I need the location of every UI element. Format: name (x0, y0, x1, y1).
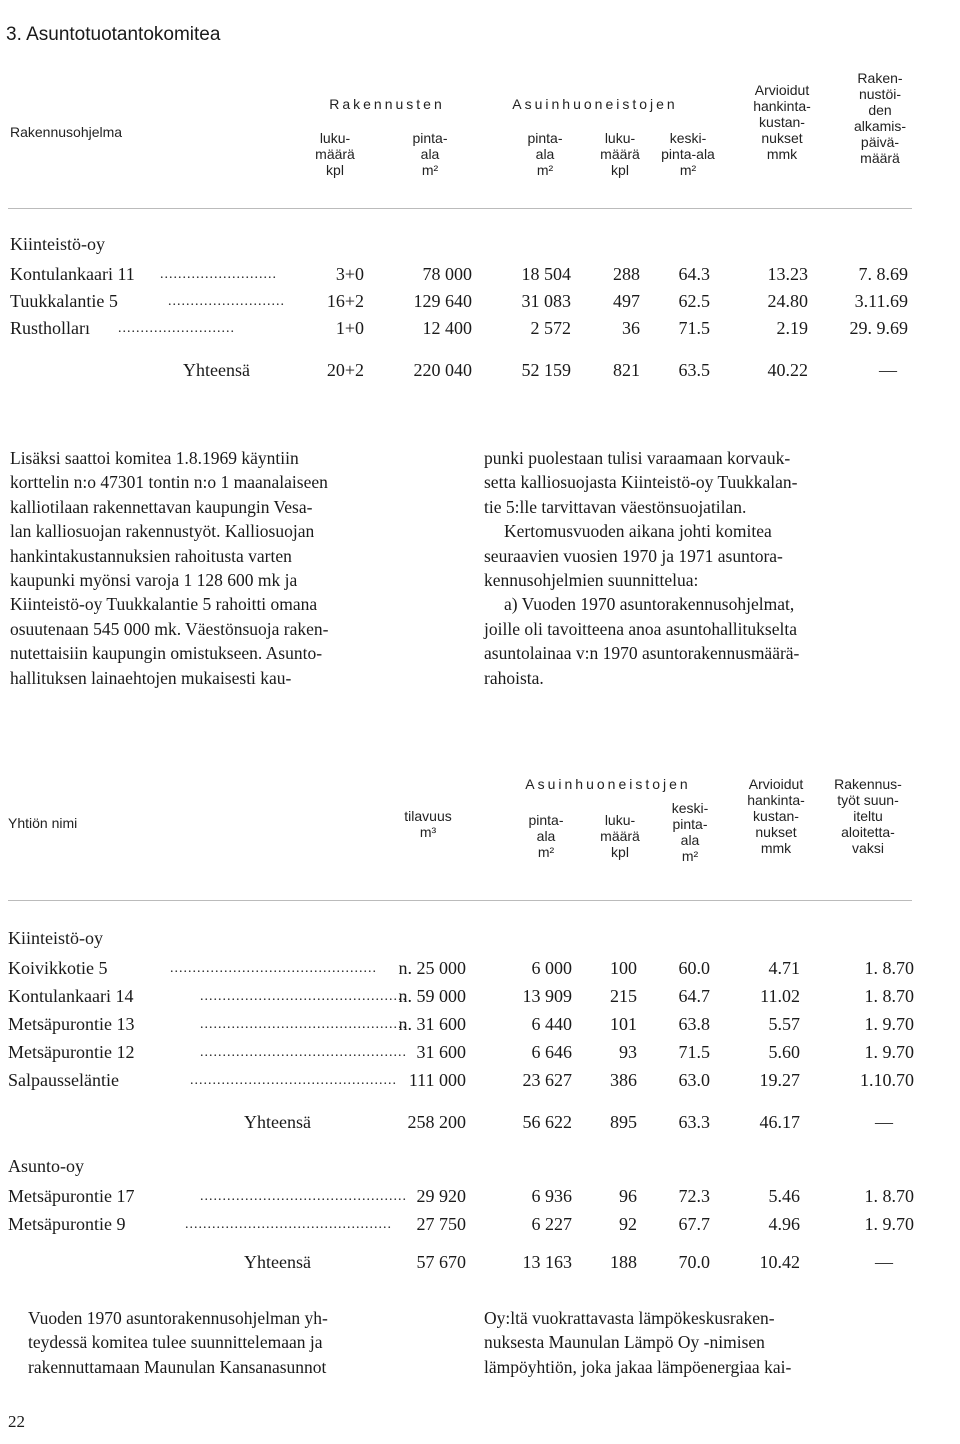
table1-cell: 36 (622, 318, 640, 338)
table2-cell: 64.7 (678, 986, 710, 1006)
leader-dots: .............................................. (200, 1045, 407, 1060)
table1-row-label-header: Rakennusohjelma (10, 124, 123, 140)
table2-cell: 6 000 (531, 958, 572, 978)
paragraph-2-left (28, 1306, 436, 1379)
paragraph-2-right (484, 1306, 914, 1379)
table1-total-cell: 63.5 (678, 360, 710, 380)
paragraph-1-left (10, 446, 468, 690)
table2-row-name: Koivikkotie 5 (8, 958, 108, 978)
table1-cell: 3+0 (335, 264, 364, 284)
table1-total-cell: 40.22 (767, 360, 808, 380)
table2-row-name: Metsäpurontie 13 (8, 1014, 135, 1034)
table2-group-label: Kiinteistö-oy (8, 928, 103, 948)
paragraph-line: joille oli tavoitteena anoa asuntohallitukselta (484, 618, 797, 639)
paragraph-line: punki puolestaan tulisi varaamaan korvauk- (484, 448, 791, 468)
table1-total-cell: 821 (613, 360, 640, 380)
table1-cell: 12 400 (422, 318, 472, 338)
table2-header-rule (8, 900, 912, 901)
paragraph-line: Kertomusvuoden aikana johti komitea (504, 521, 772, 542)
table1-total-cell: — (879, 360, 897, 380)
leader-dots: .......................... (118, 321, 235, 336)
table2-total-cell: 46.17 (759, 1112, 800, 1132)
table1-total-cell: 220 040 (413, 360, 472, 380)
table2-col-header: Rakennus- työt suun- iteltu aloitetta- vaksi (834, 776, 902, 856)
leader-dots: .............................................. (170, 961, 377, 976)
table1-cell: 497 (613, 291, 640, 311)
table2-cell: 1. 8.70 (864, 1186, 914, 1206)
table1-col-header: luku- määrä kpl (600, 130, 640, 178)
table1-cell: 16+2 (326, 291, 364, 311)
table2-cell: 6 440 (531, 1014, 572, 1034)
table2-cell: 4.71 (768, 958, 800, 978)
table2-total-cell: 56 622 (522, 1112, 572, 1132)
table2-total-cell: 258 200 (407, 1112, 466, 1132)
paragraph-line: Oy:ltä vuokrattavasta lämpökeskusraken- (484, 1308, 775, 1328)
paragraph-line: tie 5:lle tarvittavan väestönsuojatilan. (484, 496, 747, 517)
leader-dots: .............................................. (200, 1017, 407, 1032)
table2-cell: 6 227 (531, 1214, 572, 1234)
table1-cell: 31 083 (521, 291, 571, 311)
table2-row-name: Kontulankaari 14 (8, 986, 134, 1006)
table2-cell: 1. 9.70 (864, 1014, 914, 1034)
table2-cell: 1. 9.70 (864, 1042, 914, 1062)
paragraph-line: rahoista. (484, 667, 544, 688)
table1-cell: 2 572 (530, 318, 571, 338)
table1-cell: 288 (613, 264, 640, 284)
table1-cell: 71.5 (678, 318, 710, 338)
table1-cell: 3.11.69 (854, 291, 908, 311)
table1-total-label: Yhteensä (183, 360, 250, 380)
table1-cell: 13.23 (767, 264, 808, 284)
table2-cell: 100 (610, 958, 637, 978)
table2-total-cell: — (875, 1252, 893, 1272)
table2-cell: 63.0 (678, 1070, 710, 1090)
paragraph-line: setta kalliosuojasta Kiinteistö-oy Tuukkalan- (484, 472, 798, 493)
paragraph-line: Lisäksi saattoi komitea 1.8.1969 käyntiin (10, 448, 299, 468)
paragraph-line: a) Vuoden 1970 asuntorakennusohjelmat, (504, 594, 795, 615)
paragraph-line: osuutenaan 545 000 mk. Väestönsuoja raken- (10, 618, 329, 639)
paragraph-line: hallituksen lainaehtojen mukaisesti kau- (10, 667, 292, 688)
paragraph-1-right (484, 446, 914, 690)
table1-cell: 78 000 (422, 264, 472, 284)
table1-col-header: pinta- ala m² (527, 130, 563, 178)
table1-header-rule (8, 208, 912, 209)
table1-cell: 1+0 (335, 318, 364, 338)
table2-cell: 60.0 (678, 958, 710, 978)
section-title: 3. Asuntotuotantokomitea (6, 24, 221, 45)
table2-row-name: Metsäpurontie 9 (8, 1214, 126, 1234)
page-number: 22 (8, 1412, 25, 1431)
table2-total-cell: 57 670 (416, 1252, 466, 1272)
paragraph-line: nuksesta Maunulan Lämpö Oy -nimisen (484, 1332, 765, 1353)
table2-cell: 1. 8.70 (864, 958, 914, 978)
table1-col-header: keski- pinta-ala m² (661, 130, 715, 178)
table1-section-label: Kiinteistö-oy (10, 234, 105, 254)
table2-cell: 111 000 (408, 1070, 466, 1090)
table2-total-cell: 895 (610, 1112, 637, 1132)
table1-cell: 64.3 (678, 264, 710, 284)
table1-col-header: Arvioidut hankinta- kustan- nukset mmk (753, 82, 811, 162)
table2-group-label: Asunto-oy (8, 1156, 84, 1176)
table2-cell: 93 (619, 1042, 637, 1062)
paragraph-line: rakennuttamaan Maunulan Kansanasunnot (28, 1356, 327, 1377)
leader-dots: .............................................. (200, 989, 407, 1004)
table2-cell: 6 936 (531, 1186, 572, 1206)
table2-cell: 4.96 (768, 1214, 800, 1234)
table1-total-cell: 20+2 (326, 360, 364, 380)
table2-total-label: Yhteensä (244, 1112, 311, 1132)
table2-cell: 101 (610, 1014, 637, 1034)
paragraph-line: kalliotilaan rakennettavan kaupungin Vesa- (10, 496, 313, 517)
table2-cell: 19.27 (759, 1070, 800, 1090)
table2-total-cell: 63.3 (678, 1112, 710, 1132)
table2-cell: 11.02 (760, 986, 800, 1006)
table1-cell: 62.5 (678, 291, 710, 311)
table1-row-name: Kontulankaari 11 (10, 264, 135, 284)
table2-cell: 215 (610, 986, 637, 1006)
table2-total-label: Yhteensä (244, 1252, 311, 1272)
paragraph-line: kaupunki myönsi varoja 1 128 600 mk ja (10, 570, 298, 591)
table2-row-name: Salpausseläntie (8, 1070, 119, 1090)
table2-total-cell: 70.0 (678, 1252, 710, 1272)
table2-cell: 5.46 (768, 1186, 800, 1206)
table2-col-header: Arvioidut hankinta- kustan- nukset mmk (747, 776, 805, 856)
table2-total-cell: 13 163 (522, 1252, 572, 1272)
table2-cell: 96 (619, 1186, 637, 1206)
table1-col-header: Raken- nustöi- den alkamis- päivä- määrä (853, 70, 907, 166)
table2-row-label-header: Yhtiön nimi (8, 815, 78, 831)
table2-cell: n. 59 000 (398, 986, 466, 1006)
paragraph-line: teydessä komitea tulee suunnittelemaan ja (28, 1332, 323, 1353)
table2-total-cell: 10.42 (759, 1252, 800, 1272)
table2-row-name: Metsäpurontie 12 (8, 1042, 135, 1062)
table1-row-name: Rustholları (10, 318, 90, 338)
table1-row-name: Tuukkalantie 5 (10, 291, 118, 311)
table1-group-apartments: Asuinhuoneistojen (512, 96, 678, 112)
table2-cell: 72.3 (678, 1186, 710, 1206)
leader-dots: .......................... (168, 294, 285, 309)
table2-col-header: keski- pinta- ala m² (671, 800, 709, 864)
paragraph-line: kennusohjelmien suunnittelua: (484, 570, 699, 591)
table2-cell: n. 25 000 (398, 958, 466, 978)
table2-total-cell: 188 (610, 1252, 637, 1272)
paragraph-line: nutettaisiin kaupungin omistukseen. Asunto- (10, 643, 323, 664)
table2-cell: n. 31 600 (398, 1014, 466, 1034)
leader-dots: .......................... (160, 267, 277, 282)
paragraph-line: Kiinteistö-oy Tuukkalantie 5 rahoitti omana (10, 594, 318, 615)
table1-group-buildings: Rakennusten (329, 96, 445, 112)
table2-col-header: luku- määrä kpl (600, 812, 640, 860)
leader-dots: .............................................. (185, 1217, 392, 1232)
table2-cell: 1.10.70 (860, 1070, 914, 1090)
table2-cell: 6 646 (531, 1042, 572, 1062)
table2-cell: 29 920 (416, 1186, 466, 1206)
paragraph-line: seuraavien vuosien 1970 ja 1971 asuntora- (484, 545, 783, 566)
paragraph-line: asuntolainaa v:n 1970 asuntorakennusmäärä- (484, 643, 800, 664)
table2-cell: 5.57 (768, 1014, 800, 1034)
table1-cell: 129 640 (413, 291, 472, 311)
table2-cell: 23 627 (522, 1070, 572, 1090)
leader-dots: .............................................. (190, 1073, 397, 1088)
table1-col-header: luku- määrä kpl (315, 130, 355, 178)
table1-cell: 18 504 (521, 264, 571, 284)
table1-cell: 29. 9.69 (849, 318, 908, 338)
table2-cell: 1. 8.70 (864, 986, 914, 1006)
table2-group-apartments: Asuinhuoneistojen (525, 776, 691, 792)
table2-total-cell: — (875, 1112, 893, 1132)
paragraph-line: lan kalliosuojan rakennustyöt. Kalliosuojan (10, 521, 315, 542)
paragraph-line: korttelin n:o 47301 tontin n:o 1 maanalaiseen (10, 472, 328, 493)
table1-cell: 2.19 (776, 318, 808, 338)
table2-cell: 27 750 (416, 1214, 466, 1234)
table2-col-header: pinta- ala m² (528, 812, 564, 860)
table2-cell: 71.5 (678, 1042, 710, 1062)
table2-cell: 13 909 (522, 986, 572, 1006)
table2-cell: 63.8 (678, 1014, 710, 1034)
leader-dots: .............................................. (200, 1189, 407, 1204)
paragraph-line: Vuoden 1970 asuntorakennusohjelman yh- (28, 1308, 328, 1328)
table1-cell: 24.80 (767, 291, 808, 311)
table1-col-header: pinta- ala m² (412, 130, 448, 178)
paragraph-line: lämpöyhtiön, joka jakaa lämpöenergiaa kai- (484, 1356, 792, 1377)
table2-cell: 386 (610, 1070, 637, 1090)
table2-cell: 92 (619, 1214, 637, 1234)
table1-total-cell: 52 159 (521, 360, 571, 380)
table2-cell: 67.7 (678, 1214, 710, 1234)
paragraph-line: hankintakustannuksien rahoitusta varten (10, 545, 292, 566)
table2-row-name: Metsäpurontie 17 (8, 1186, 135, 1206)
table1-cell: 7. 8.69 (858, 264, 908, 284)
table2-cell: 5.60 (768, 1042, 800, 1062)
table2-cell: 1. 9.70 (864, 1214, 914, 1234)
table2-volume-header: tilavuus m³ (404, 808, 452, 840)
table2-cell: 31 600 (416, 1042, 466, 1062)
